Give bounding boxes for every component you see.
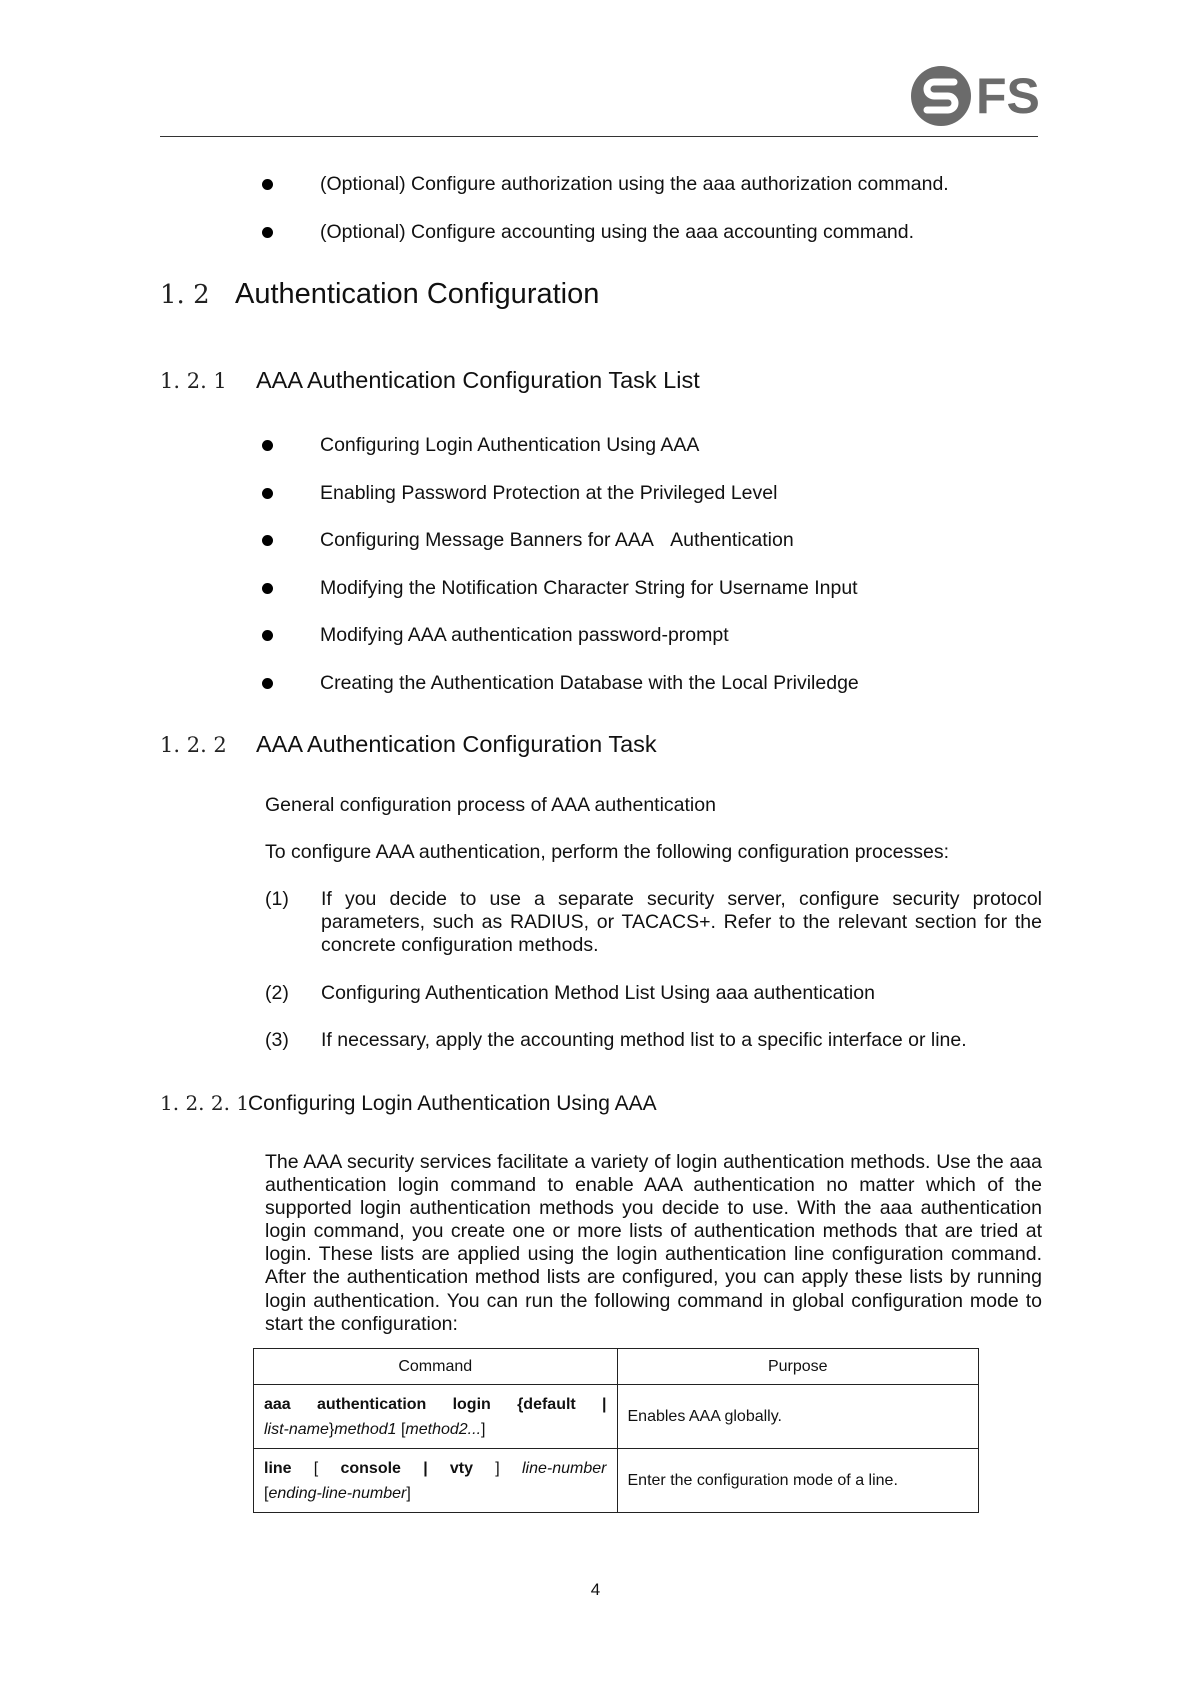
command-token: {default <box>517 1395 576 1413</box>
section-number: 1. 2. 1 <box>160 369 227 393</box>
command-line <box>264 1392 607 1417</box>
command-token: ] <box>481 1420 486 1438</box>
table-header-row <box>254 1349 979 1385</box>
bullet-icon <box>262 678 273 689</box>
step-number: (3) <box>265 1029 289 1051</box>
command-token: [ <box>264 1484 269 1502</box>
section-number: 1. 2. 2 <box>160 733 227 757</box>
section-heading-1-2-2 <box>160 731 657 758</box>
section-heading-1-2-1 <box>160 367 700 394</box>
list-item <box>262 528 1042 576</box>
section-number: 1. 2. 2. 1 <box>160 1091 250 1115</box>
bullet-text: Enabling Password Protection at the Privileged Level <box>320 481 778 504</box>
list-item <box>262 481 1042 529</box>
section-number: 1. 2 <box>160 280 210 310</box>
purpose-cell: Enables AAA globally. <box>617 1385 979 1449</box>
command-token: line-number <box>521 1459 607 1477</box>
list-item <box>262 576 1042 624</box>
command-cell <box>254 1449 618 1513</box>
command-line <box>264 1456 607 1481</box>
command-token: method2... <box>405 1420 482 1438</box>
command-token: list-name <box>264 1420 329 1438</box>
bullet-icon <box>262 535 273 546</box>
table-row <box>254 1385 979 1449</box>
list-item <box>262 671 1042 719</box>
paragraph: General configuration process of AAA authentication <box>265 794 716 816</box>
command-token: | <box>423 1459 428 1477</box>
command-token: ending-line-number <box>268 1484 407 1502</box>
command-line <box>264 1481 607 1506</box>
bullet-text: Configuring Login Authentication Using AAA <box>320 434 700 456</box>
step-number: (1) <box>265 888 289 910</box>
purpose-cell: Enter the configuration mode of a line. <box>617 1449 979 1513</box>
section-heading-1-2-2-1 <box>160 1091 657 1116</box>
step-text: If you decide to use a separate security server, configure security protocol parameters, such as RADIUS, or TACACS+. Refer to the relevant section for the concrete configuration methods. <box>321 888 1042 956</box>
command-table <box>253 1348 979 1513</box>
paragraph: To configure AAA authentication, perform the following configuration processes: <box>265 841 949 863</box>
bullet-text: Modifying the Notification Character String for Username Input <box>320 576 858 599</box>
bullet-text: Creating the Authentication Database with the Local Priviledge <box>320 671 859 694</box>
fs-logo-icon <box>910 65 972 127</box>
list-item <box>262 220 1042 268</box>
section-title: Authentication Configuration <box>235 278 600 310</box>
command-token: console <box>340 1459 401 1477</box>
command-token: ] <box>495 1459 500 1477</box>
command-cell <box>254 1385 618 1449</box>
section-title: Configuring Login Authentication Using AAA <box>248 1092 657 1115</box>
column-header: Purpose <box>617 1349 979 1385</box>
page-number: 4 <box>590 1580 601 1599</box>
task-bullet-list <box>262 433 1042 718</box>
command-token: authentication <box>316 1395 427 1413</box>
list-item <box>262 433 1042 481</box>
intro-bullet-list <box>262 172 1042 267</box>
command-token: [ <box>313 1459 319 1477</box>
list-item <box>262 172 1042 220</box>
command-token: | <box>602 1395 607 1413</box>
paragraph: The AAA security services facilitate a variety of login authentication methods. Use the aaa authentication login command to enable AAA authentication no matter which of the supported login authentication methods you decide to use. With the aaa authentication login command, you create one or more lists of authentication methods that are tried at login. These lists are applied using the login authentication line configuration command. After the authentication method lists are configured, you can apply these lists by running login authentication. You can run the following command in global configuration mode to start the configuration: <box>265 1151 1042 1335</box>
header-divider <box>160 136 1038 137</box>
section-heading-1-2 <box>160 278 599 311</box>
command-token: } <box>328 1420 335 1438</box>
command-token: [ <box>396 1420 406 1438</box>
command-line <box>264 1417 607 1442</box>
bullet-text: Modifying AAA authentication password-prompt <box>320 624 729 646</box>
logo-text: FS <box>976 68 1040 124</box>
table-row <box>254 1449 979 1513</box>
bullet-icon <box>262 179 273 190</box>
command-token: login <box>452 1395 491 1413</box>
bullet-icon <box>262 227 273 238</box>
bullet-icon <box>262 440 273 451</box>
command-token: aaa <box>264 1395 291 1413</box>
command-token: vty <box>449 1459 474 1477</box>
command-token: line <box>264 1459 292 1477</box>
bullet-text: (Optional) Configure authorization using the aaa authorization command. <box>320 173 949 195</box>
step-text: Configuring Authentication Method List Using aaa authentication <box>321 982 875 1004</box>
section-title: AAA Authentication Configuration Task List <box>256 367 700 393</box>
section-title: AAA Authentication Configuration Task <box>256 731 657 757</box>
step-number: (2) <box>265 982 289 1004</box>
fs-logo <box>910 64 1040 128</box>
bullet-text: (Optional) Configure accounting using the aaa accounting command. <box>320 220 915 243</box>
list-item <box>262 623 1042 671</box>
bullet-text: Configuring Message Banners for AAA Authentication <box>320 529 794 551</box>
column-header: Command <box>254 1349 618 1385</box>
bullet-icon <box>262 630 273 641</box>
step-text: If necessary, apply the accounting method list to a specific interface or line. <box>321 1029 967 1051</box>
command-token: method1 <box>334 1420 397 1438</box>
command-token: ] <box>406 1484 411 1502</box>
bullet-icon <box>262 583 273 594</box>
bullet-icon <box>262 488 273 499</box>
